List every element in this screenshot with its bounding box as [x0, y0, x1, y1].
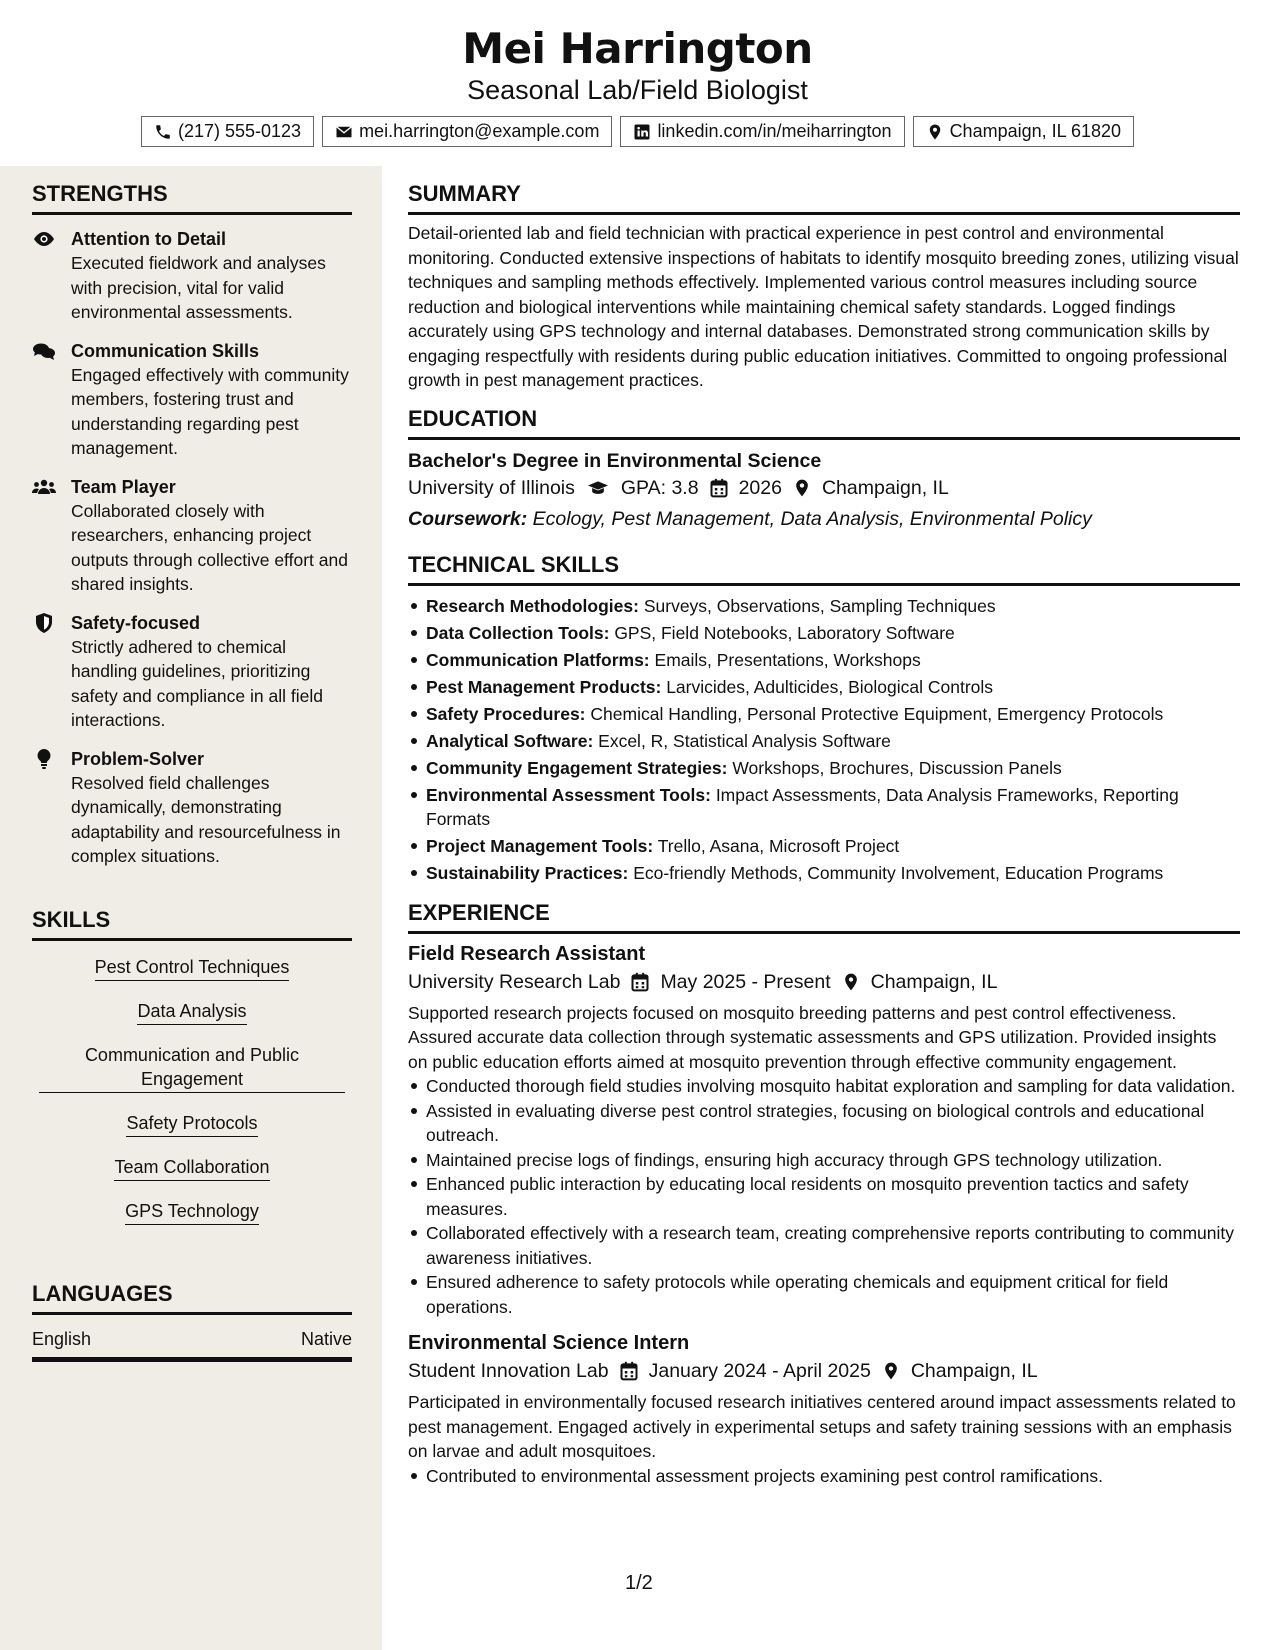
tech-skill-value: Surveys, Observations, Sampling Techniques [643, 595, 996, 616]
education-coursework [408, 505, 1240, 533]
job-entry [408, 1329, 1240, 1488]
summary-section [408, 180, 1240, 393]
strength-desc: Resolved field challenges dynamically, demonstrating adaptability and resourcefulness in complex situations. [71, 772, 341, 866]
contact-phone-text: (217) 555-0123 [177, 121, 302, 141]
graduation-cap-icon [585, 478, 611, 498]
contact-email[interactable] [322, 116, 612, 147]
strength-item [32, 747, 352, 869]
contact-email-text: mei.harrington@example.com [359, 121, 600, 141]
tech-skill-value: Trello, Asana, Microsoft Project [657, 835, 900, 856]
strength-item [32, 611, 352, 733]
strengths-title: STRENGTHS [32, 180, 352, 215]
language-level: Native [300, 1329, 352, 1349]
tech-skill-label: Environmental Assessment Tools: [426, 784, 711, 805]
phone-icon [154, 123, 172, 141]
contact-bar [0, 116, 1275, 147]
tech-skill-item [408, 834, 1240, 858]
tech-skill-label: Safety Procedures: [426, 703, 586, 724]
skill-tag: Data Analysis [137, 999, 246, 1025]
tech-skill-value: Impact Assessments, Data Analysis Frameworks, Reporting Formats [426, 784, 1179, 829]
calendar-icon [709, 478, 729, 498]
eye-icon [32, 229, 56, 249]
tech-skill-label: Analytical Software: [426, 730, 594, 751]
job-meta [408, 968, 1240, 996]
tech-skill-label: Data Collection Tools: [426, 622, 610, 643]
calendar-icon [619, 1361, 639, 1381]
tech-skill-label: Project Management Tools: [426, 835, 654, 856]
language-name: English [32, 1329, 92, 1349]
tech-skills-title: TECHNICAL SKILLS [408, 551, 1240, 586]
education-school: University of Illinois [408, 476, 575, 499]
tech-skill-label: Research Methodologies: [426, 595, 639, 616]
contact-phone[interactable] [141, 116, 314, 147]
job-meta [408, 1357, 1240, 1385]
tech-skill-item [408, 594, 1240, 618]
languages-section [32, 1280, 352, 1362]
job-bullets [408, 1074, 1240, 1319]
tech-skill-item [408, 702, 1240, 726]
tech-skill-item [408, 783, 1240, 831]
job-org: Student Innovation Lab [408, 1360, 609, 1382]
experience-section [408, 899, 1240, 1489]
tech-skill-item [408, 675, 1240, 699]
lightbulb-icon [32, 749, 56, 769]
job-dates: January 2024 - April 2025 [648, 1360, 871, 1382]
tech-skill-item [408, 648, 1240, 672]
map-pin-icon [792, 478, 812, 498]
job-bullet: Ensured adherence to safety protocols while operating chemicals and equipment critical for field operations. [408, 1270, 1240, 1319]
job-summary: Supported research projects focused on mosquito breeding patterns and pest control effectiveness. Assured accurate data collection through systematic assessments and GPS utilization. Provided insights on public education efforts aimed at mosquito prevention through effective community engagement. [408, 1002, 1217, 1072]
strength-title: Team Player [71, 476, 176, 497]
skill-tag: GPS Technology [125, 1199, 259, 1225]
job-org: University Research Lab [408, 970, 621, 993]
strength-desc: Executed fieldwork and analyses with precision, vital for valid environmental assessments. [71, 253, 326, 322]
education-year: 2026 [738, 476, 782, 499]
language-row [32, 1315, 352, 1362]
strength-desc: Collaborated closely with researchers, enhancing project outputs through collective effort and shared insights. [71, 500, 348, 594]
tech-skill-value: Excel, R, Statistical Analysis Software [598, 730, 891, 751]
tech-skill-item [408, 756, 1240, 780]
map-pin-icon [841, 972, 861, 992]
job-dates: May 2025 - Present [660, 970, 831, 993]
experience-title: EXPERIENCE [408, 899, 1240, 934]
page-number: 1/2 [625, 1572, 653, 1594]
coursework-label: Coursework: [408, 507, 528, 530]
contact-location-text: Champaign, IL 61820 [949, 121, 1122, 141]
job-bullet: Contributed to environmental assessment projects examining pest control ramifications. [408, 1464, 1240, 1489]
candidate-role: Seasonal Lab/Field Biologist [467, 75, 808, 105]
tech-skills-list [408, 594, 1240, 885]
tech-skill-value: Eco-friendly Methods, Community Involvement, Education Programs [633, 862, 1164, 883]
calendar-icon [630, 972, 650, 992]
envelope-icon [335, 123, 353, 141]
tech-skill-value: Workshops, Brochures, Discussion Panels [732, 757, 1062, 778]
candidate-name: Mei Harrington [462, 24, 813, 73]
strength-title: Attention to Detail [71, 229, 226, 249]
skill-tag: Safety Protocols [126, 1111, 257, 1137]
tech-skill-value: GPS, Field Notebooks, Laboratory Software [614, 622, 955, 643]
skills-section [32, 906, 352, 1243]
linkedin-icon [633, 123, 651, 141]
chat-bubbles-icon [32, 341, 56, 361]
skill-list [32, 955, 352, 1225]
tech-skill-value: Chemical Handling, Personal Protective Equipment, Emergency Protocols [590, 703, 1164, 724]
job-bullet: Conducted thorough field studies involving mosquito habitat exploration and sampling for data validation. [408, 1074, 1240, 1099]
strength-item [32, 339, 352, 461]
map-pin-icon [881, 1361, 901, 1381]
education-degree: Bachelor's Degree in Environmental Science [408, 449, 822, 472]
job-title: Environmental Science Intern [408, 1332, 690, 1354]
job-entry [408, 940, 1240, 1320]
education-meta [408, 474, 1240, 502]
job-location: Champaign, IL [910, 1360, 1038, 1382]
tech-skill-label: Community Engagement Strategies: [426, 757, 728, 778]
sidebar [0, 166, 382, 1650]
strength-desc: Engaged effectively with community members, fostering trust and understanding regarding pest management. [71, 364, 349, 458]
strength-item [32, 227, 352, 325]
job-title: Field Research Assistant [408, 942, 646, 965]
strength-title: Problem-Solver [71, 748, 205, 769]
education-gpa: GPA: 3.8 [620, 476, 699, 499]
tech-skill-value: Emails, Presentations, Workshops [654, 649, 921, 670]
strength-title: Safety-focused [71, 612, 201, 633]
contact-linkedin-text: linkedin.com/in/meiharrington [657, 121, 892, 141]
summary-text: Detail-oriented lab and field technician with practical experience in pest control and environmental monitoring. Conducted extensive inspections of habitats to identify mosquito breeding zones, utilizing visual techniques and sampling methods effectively. Implemented various control measures including source reduction and biological interventions while maintaining chemical safety standards. Logged findings accurately using GPS technology and internal databases. Demonstrated strong communication skills by engaging respectfully with residents during public education initiatives. Committed to ongoing professional growth in pest management practices. [408, 223, 1239, 390]
job-bullet: Maintained precise logs of findings, ensuring high accuracy through GPS technology utilization. [408, 1148, 1240, 1173]
tech-skill-item [408, 729, 1240, 753]
shield-icon [32, 613, 56, 633]
contact-linkedin[interactable] [620, 116, 904, 147]
tech-skill-item [408, 621, 1240, 645]
skills-title: SKILLS [32, 906, 352, 941]
tech-skill-item [408, 861, 1240, 885]
job-bullets [408, 1464, 1240, 1489]
education-title: EDUCATION [408, 405, 1240, 440]
job-summary: Participated in environmentally focused research initiatives centered around impact assessments related to pest management. Engaged actively in experimental setups and safety training sessions with an emphasis on larvae and adult mosquitoes. [408, 1392, 1236, 1461]
tech-skill-label: Sustainability Practices: [426, 862, 629, 883]
job-location: Champaign, IL [870, 970, 998, 993]
strengths-section [32, 180, 352, 883]
skill-tag: Pest Control Techniques [95, 955, 290, 981]
tech-skill-value: Larvicides, Adulticides, Biological Controls [666, 676, 994, 697]
coursework-text: Ecology, Pest Management, Data Analysis, Environmental Policy [532, 507, 1092, 530]
strength-item [32, 475, 352, 597]
strength-title: Communication Skills [71, 340, 260, 361]
tech-skill-label: Communication Platforms: [426, 649, 650, 670]
contact-location[interactable] [913, 116, 1134, 147]
main-content [408, 166, 1240, 1488]
summary-title: SUMMARY [408, 180, 1240, 215]
users-icon [32, 477, 56, 497]
job-bullet: Assisted in evaluating diverse pest control strategies, focusing on biological controls and educational outreach. [408, 1099, 1240, 1148]
strength-desc: Strictly adhered to chemical handling guidelines, prioritizing safety and compliance in all field interactions. [71, 636, 323, 730]
tech-skills-section [408, 551, 1240, 885]
tech-skill-label: Pest Management Products: [426, 676, 662, 697]
education-location: Champaign, IL [821, 476, 949, 499]
job-bullet: Enhanced public interaction by educating local residents on mosquito prevention tactics and safety measures. [408, 1172, 1240, 1221]
resume-header [0, 0, 1275, 166]
skill-tag: Team Collaboration [114, 1155, 269, 1181]
education-section [408, 405, 1240, 533]
job-bullet: Collaborated effectively with a research team, creating comprehensive reports contributing to community awareness initiatives. [408, 1221, 1240, 1270]
map-pin-icon [926, 123, 944, 141]
skill-tag: Communication and Public Engagement [39, 1043, 345, 1093]
languages-title: LANGUAGES [32, 1280, 352, 1315]
